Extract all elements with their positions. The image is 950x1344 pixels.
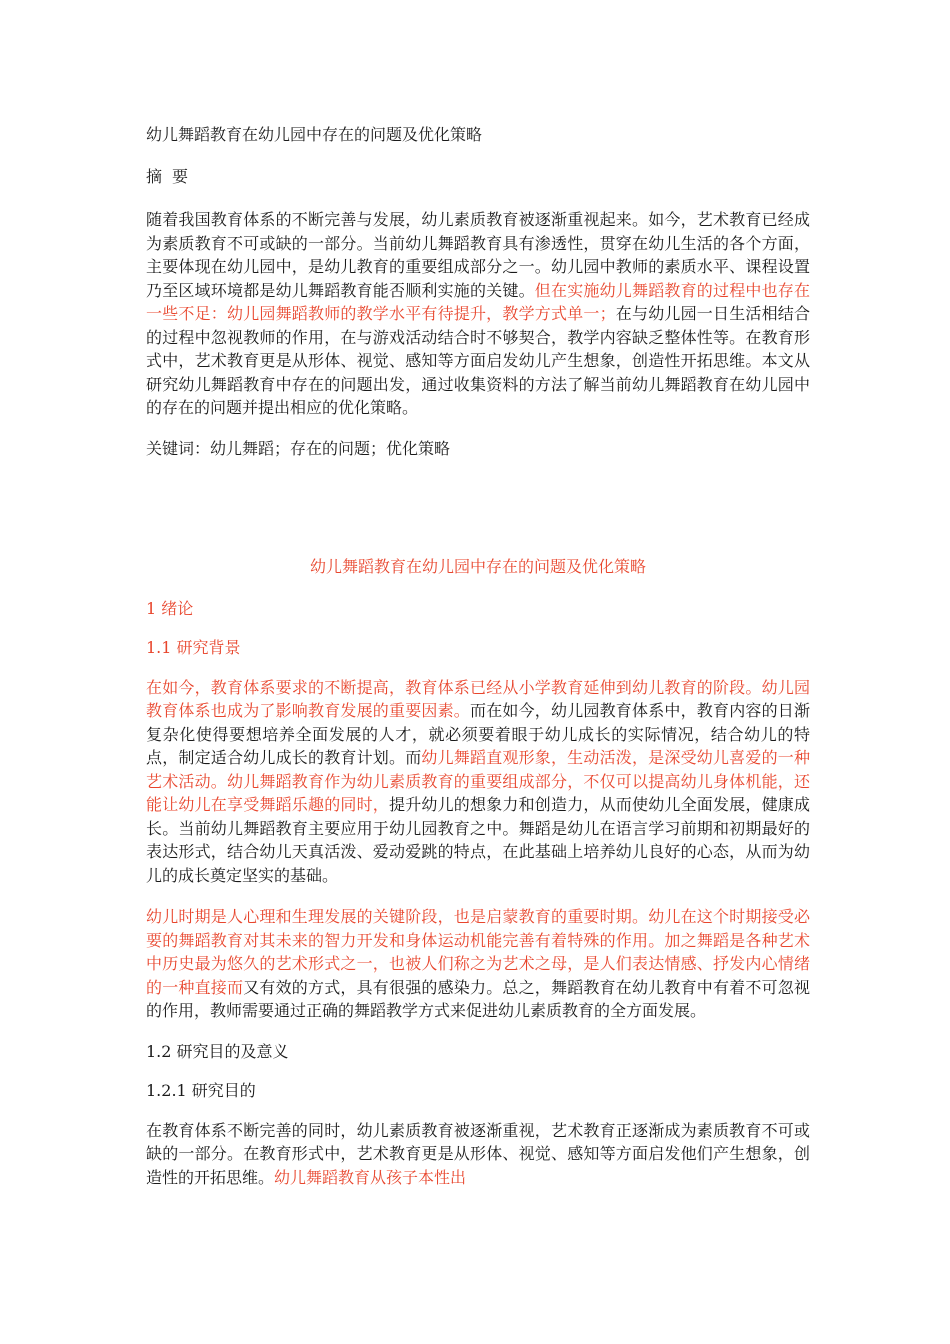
body-text: 又有效的方式，具有很强的感染力。总之，舞蹈教育在幼儿教育中有着不可忽视的作用，教师需要通过正确的舞蹈教学方式来促进幼儿素质教育的全方面发展。: [146, 977, 810, 1020]
highlighted-text: 幼儿舞蹈教育从孩子本性出: [274, 1167, 467, 1187]
highlighted-text: 幼儿时期是人心理和生理发展的关键阶段，也是启蒙教育的重要时期。幼儿在这个时期接受必要的舞蹈教育对其未来的智力开发和身体运动机能完善有着特殊的作用。加之舞蹈是各种艺术中历史最为悠久的艺术形式之一，也被人们称之为艺术之母，是人们表达情感、抒发内心情绪的一种直接而: [146, 907, 810, 997]
body-text: 提升幼儿的想象力和创造力，从而使幼儿全面发展，健康成长。当前幼儿舞蹈教育主要应用于幼儿园教育之中。舞蹈是幼儿在语言学习前期和初期最好的表达形式，结合幼儿天真活泼、爱动爱跳的特点，在此基础上培养幼儿良好的心态，从而为幼儿的成长奠定坚实的基础。: [146, 795, 810, 885]
body-text: 随着我国教育体系的不断完善与发展，幼儿素质教育被逐渐重视起来。如今，艺术教育已经成为素质教育不可或缺的一部分。当前幼儿舞蹈教育具有渗透性，贯穿在幼儿生活的各个方面，主要体现在幼儿园中，是幼儿教育的重要组成部分之一。幼儿园中教师的素质水平、课程设置乃至区域环境都是幼儿舞蹈教育能否顺利实施的关键。: [146, 210, 810, 300]
body-text: 在教育体系不断完善的同时，幼儿素质教育被逐渐重视，艺术教育正逐渐成为素质教育不可或缺的一部分。在教育形式中，艺术教育更是从形体、视觉、感知等方面启发他们产生想象，创造性的开拓思维。: [146, 1120, 810, 1187]
paragraph-background-1: [146, 676, 810, 888]
paragraph-background-2: [146, 905, 810, 1023]
paragraph-purpose: [146, 1119, 810, 1190]
section-1-1-heading: 1.1 研究背景: [146, 637, 241, 657]
body-heading: 幼儿舞蹈教育在幼儿园中存在的问题及优化策略: [309, 556, 646, 576]
abstract-title: 幼儿舞蹈教育在幼儿园中存在的问题及优化策略: [146, 125, 483, 144]
chapter-1-heading: 1 绪论: [146, 598, 194, 618]
section-1-2-heading: 1.2 研究目的及意义: [146, 1041, 289, 1061]
highlighted-text: 但在实施幼儿舞蹈教育的过程中也存在一些不足：幼儿园舞蹈教师的教学水平有待提升，教学方式单一；: [146, 280, 810, 323]
document-page: [146, 124, 810, 1207]
abstract-label: 摘要: [146, 167, 199, 186]
highlighted-text: 在如今，教育体系要求的不断提高，教育体系已经从小学教育延伸到幼儿教育的阶段。幼儿园教育体系也成为了影响教育发展的重要因素。: [146, 677, 810, 720]
keywords-line: 关键词：幼儿舞蹈；存在的问题；优化策略: [146, 438, 451, 458]
body-text: 在与幼儿园一日生活相结合的过程中忽视教师的作用，在与游戏活动结合时不够契合，教学内容缺乏整体性等。在教育形式中，艺术教育更是从形体、视觉、感知等方面启发幼儿产生想象，创造性开拓思维。本文从研究幼儿舞蹈教育中存在的问题出发，通过收集资料的方法了解当前幼儿舞蹈教育在幼儿园中的存在的问题并提出相应的优化策略。: [146, 304, 810, 417]
section-1-2-1-heading: 1.2.1 研究目的: [146, 1080, 256, 1100]
abstract-paragraph: [146, 208, 810, 420]
highlighted-text: 幼儿舞蹈直观形象，生动活泼，是深受幼儿喜爱的一种艺术活动。幼儿舞蹈教育作为幼儿素质教育的重要组成部分，不仅可以提高幼儿身体机能，还能让幼儿在享受舞蹈乐趣的同时，: [146, 748, 810, 814]
body-text: 而在如今，幼儿园教育体系中，教育内容的日渐复杂化使得要想培养全面发展的人才，就必须要着眼于幼儿成长的实际情况，结合幼儿的特点，制定适合幼儿成长的教育计划。而: [146, 701, 810, 767]
